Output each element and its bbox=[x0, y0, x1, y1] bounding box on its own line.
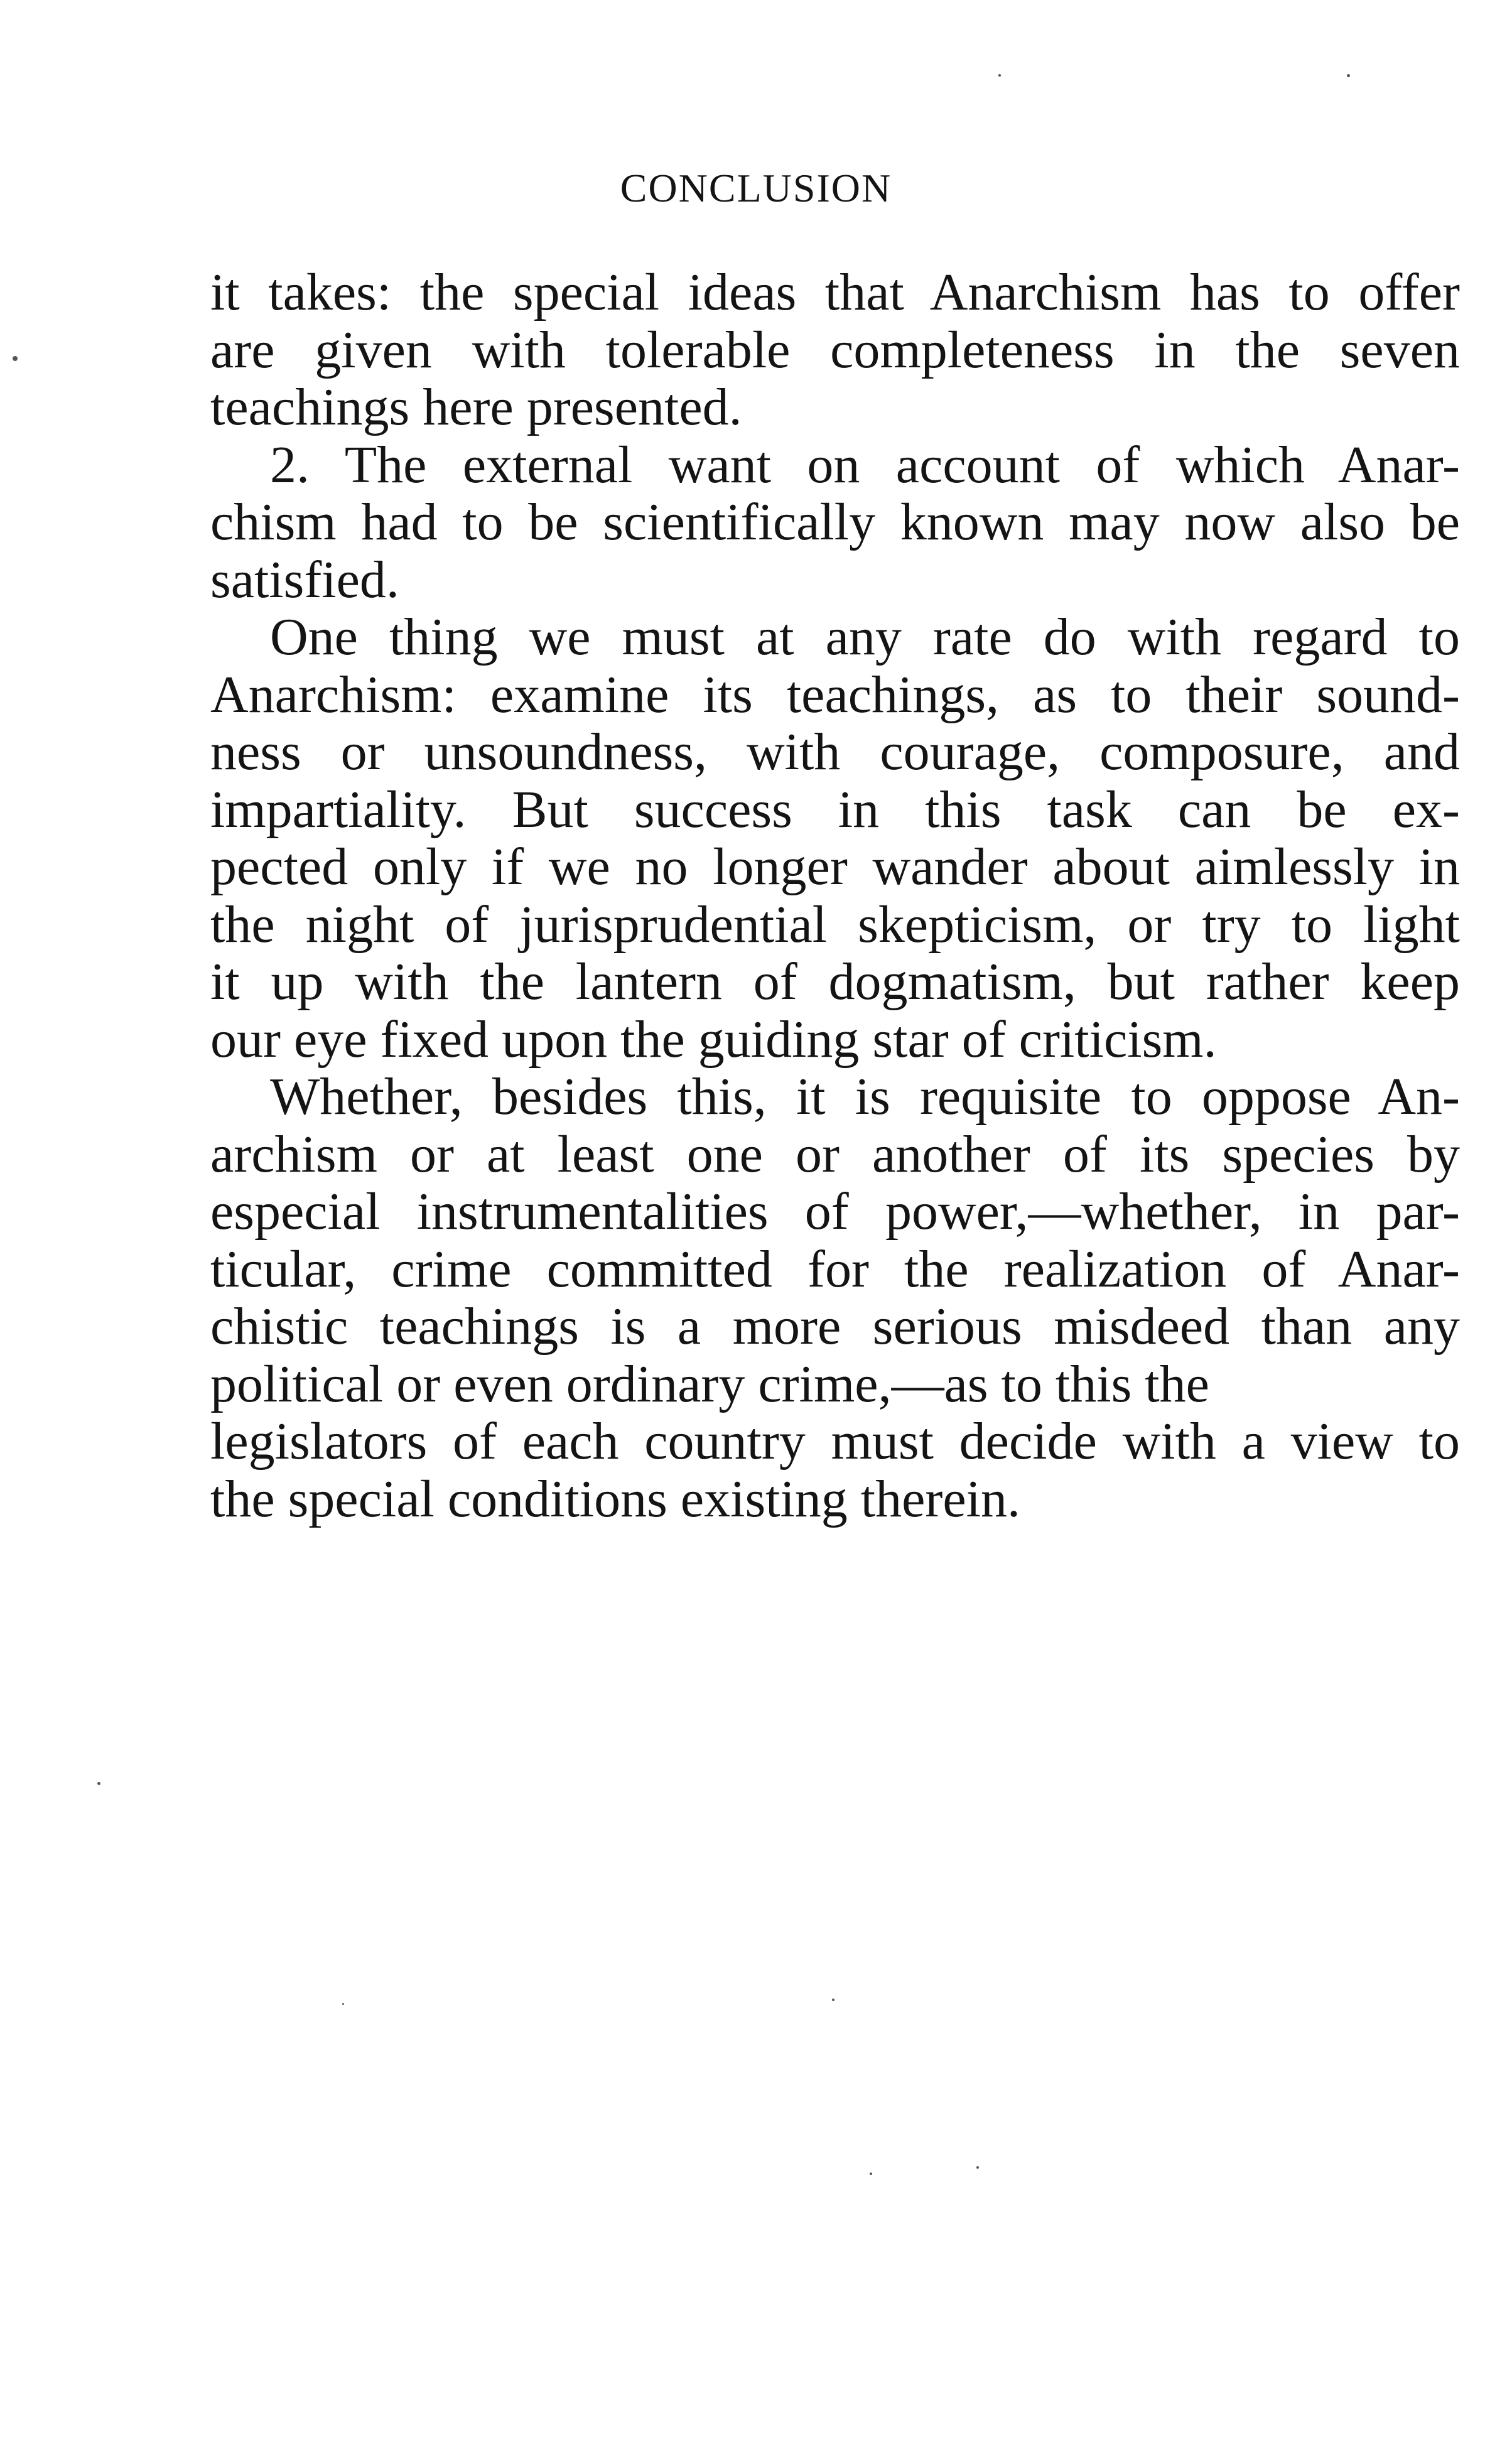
paragraph-4 bbox=[210, 1068, 1460, 1528]
text-line: satisfied. bbox=[210, 550, 399, 609]
text-line: it up with the lantern of dogmatism, but rather keep bbox=[210, 953, 1460, 1011]
text-line: the night of jurisprudential skepticism, or try to light bbox=[210, 895, 1460, 954]
text-line: political or even ordinary crime,—as to this the bbox=[210, 1354, 1209, 1413]
text-line: are given with tolerable completeness in the seven bbox=[210, 320, 1460, 379]
text-line: ness or unsoundness, with courage, composure, and bbox=[210, 723, 1460, 781]
running-head: CONCLUSION bbox=[620, 166, 892, 210]
scan-speck bbox=[976, 2166, 979, 2169]
text-line: Whether, besides this, it is requisite to oppose An- bbox=[270, 1067, 1460, 1126]
scan-speck bbox=[1347, 74, 1350, 77]
text-line: ticular, crime committed for the realization of Anar- bbox=[210, 1239, 1460, 1298]
scan-speck bbox=[832, 1999, 834, 2001]
text-line: especial instrumentalities of power,—whether, in par- bbox=[210, 1182, 1460, 1241]
scan-speck bbox=[870, 2172, 872, 2175]
text-line: chism had to be scientifically known may now also be bbox=[210, 493, 1460, 551]
text-line: legislators of each country must decide with a view to bbox=[210, 1412, 1460, 1471]
scan-speck bbox=[13, 356, 18, 361]
text-line: the special conditions existing therein. bbox=[210, 1469, 1021, 1528]
text-line: our eye fixed upon the guiding star of criticism. bbox=[210, 1010, 1217, 1069]
scan-speck bbox=[97, 1782, 100, 1785]
paragraph-2 bbox=[210, 436, 1460, 609]
scan-speck bbox=[342, 2003, 344, 2005]
text-line: chistic teachings is a more serious misdeed than any bbox=[210, 1297, 1460, 1356]
text-line: archism or at least one or another of its species by bbox=[210, 1125, 1460, 1184]
text-line: teachings here presented. bbox=[210, 378, 742, 436]
text-line: Anarchism: examine its teachings, as to their sound- bbox=[210, 665, 1460, 724]
paragraph-3 bbox=[210, 608, 1460, 1068]
body-text bbox=[210, 264, 1460, 1528]
text-line: One thing we must at any rate do with regard to bbox=[270, 608, 1460, 666]
text-line: impartiality. But success in this task can be ex- bbox=[210, 780, 1460, 839]
text-line: pected only if we no longer wander about aimlessly in bbox=[210, 838, 1460, 896]
scan-speck bbox=[998, 74, 1001, 77]
paragraph-1 bbox=[210, 264, 1460, 436]
text-line: 2. The external want on account of which Anar- bbox=[270, 435, 1460, 494]
text-line: it takes: the special ideas that Anarchism has to offer bbox=[210, 263, 1460, 321]
